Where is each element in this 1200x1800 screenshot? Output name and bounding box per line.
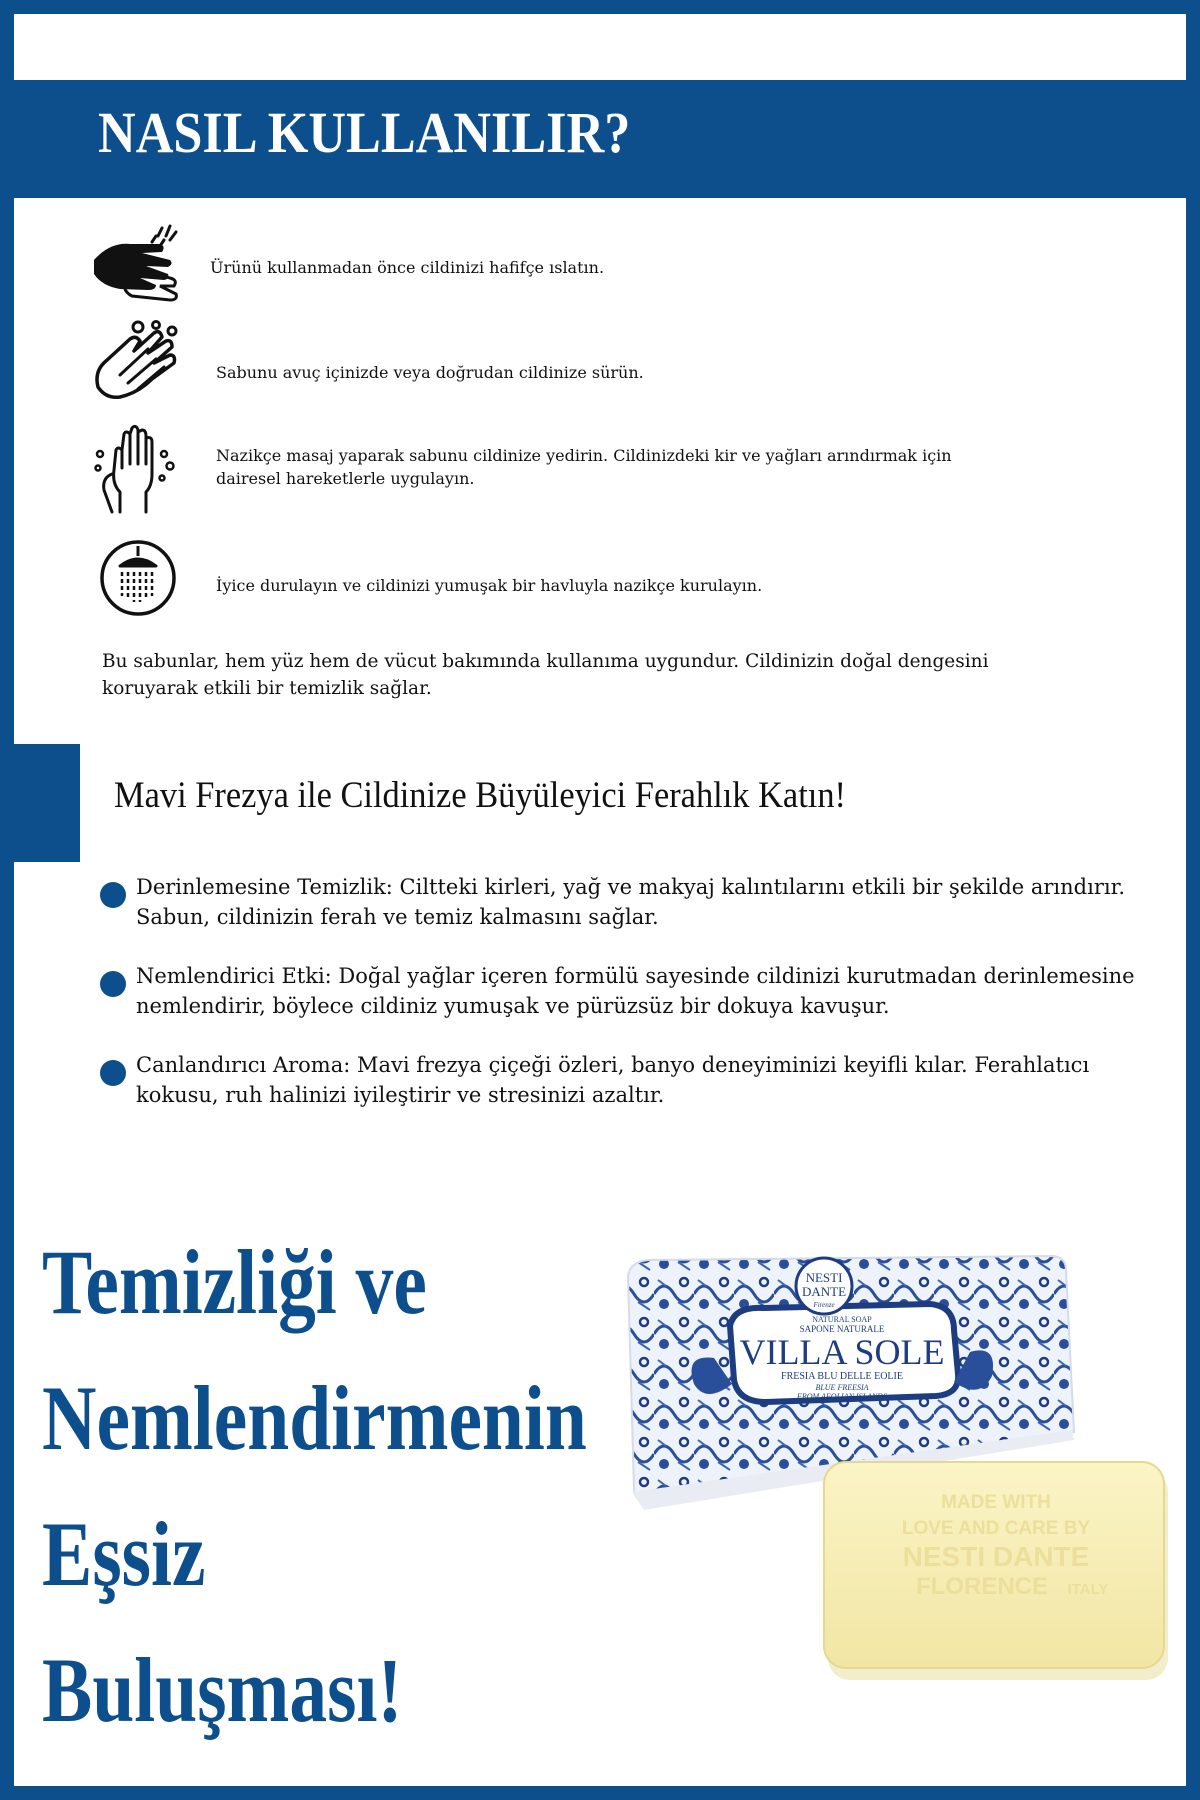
usage-step-3 xyxy=(74,424,1124,514)
page-title: NASIL KULLANILIR? xyxy=(98,100,631,165)
usage-step-2 xyxy=(74,319,1124,409)
product-image xyxy=(614,1234,1174,1694)
lather-hands-icon xyxy=(90,319,184,409)
soap-emboss-line: ITALY xyxy=(1067,1581,1109,1598)
product-variant-en: BLUE FREESIA xyxy=(815,1383,869,1392)
usage-step-text: İyice durulayın ve cildinizi yumuşak bir havluyla nazikçe kurulayın. xyxy=(216,576,763,595)
usage-step-text: Sabunu avuç içinizde veya doğrudan cildinize sürün. xyxy=(216,363,644,382)
tagline xyxy=(42,1214,587,1758)
wet-hands-icon xyxy=(90,222,184,312)
page-panel xyxy=(14,14,1186,1786)
product-line1: NATURAL SOAP xyxy=(812,1315,872,1324)
header-band xyxy=(14,80,1186,198)
section-subtitle: Mavi Frezya ile Cildinize Büyüleyici Ferahlık Katın! xyxy=(114,775,846,816)
brand-logo-line: Firenze xyxy=(813,1301,835,1309)
usage-step-text: Ürünü kullanmadan önce cildinizi hafifçe ıslatın. xyxy=(210,258,605,277)
product-name: VILLA SOLE xyxy=(739,1332,945,1372)
brand-logo-line: NESTI xyxy=(805,1270,843,1285)
product-variant-en: FROM AEOLIAN ISLANDS xyxy=(796,1392,888,1401)
shower-icon xyxy=(90,532,184,622)
bullet-dot-icon xyxy=(100,971,126,997)
tagline-line: Temizliği ve xyxy=(42,1231,427,1333)
bullet-dot-icon xyxy=(100,1060,126,1086)
tagline-line: Eşsiz xyxy=(42,1503,206,1605)
product-variant: FRESIA BLU DELLE EOLIE xyxy=(781,1371,903,1382)
soap-emboss-line: MADE WITH xyxy=(941,1492,1051,1513)
benefit-text: Nemlendirici Etki: Doğal yağlar içeren formülü sayesinde cildinizi kurutmadan derinlemesine nemlendirir, böylece cildiniz yumuşak ve pürüzsüz bir dokuya kavuşur. xyxy=(136,964,1135,1018)
soap-emboss-line: LOVE AND CARE BY xyxy=(901,1518,1091,1539)
usage-step-text: Nazikçe masaj yaparak sabunu cildinize yedirin. Cildinizdeki kir ve yağları arındırmak için dairesel hareketlerle uygulayın. xyxy=(216,446,952,488)
tagline-line: Buluşması! xyxy=(42,1639,403,1741)
soap-package-illustration xyxy=(614,1234,1174,1694)
side-accent-tab xyxy=(14,744,80,862)
bullet-dot-icon xyxy=(100,882,126,908)
intro-paragraph: Bu sabunlar, hem yüz hem de vücut bakımında kullanıma uygundur. Cildinizin doğal dengesini koruyarak etkili bir temizlik sağlar. xyxy=(102,651,989,699)
usage-step-1 xyxy=(74,222,1124,312)
massage-hands-icon xyxy=(90,424,184,514)
brand-logo-line: DANTE xyxy=(801,1284,847,1299)
benefit-text: Derinlemesine Temizlik: Ciltteki kirleri, yağ ve makyaj kalıntılarını etkili bir şekilde arındırır. Sabun, cildinizin ferah ve temiz kalmasını sağlar. xyxy=(136,875,1125,929)
soap-emboss-line: FLORENCE xyxy=(916,1573,1048,1600)
usage-step-4 xyxy=(74,532,1124,622)
product-line2: SAPONE NATURALE xyxy=(799,1324,885,1334)
soap-emboss-line: NESTI DANTE xyxy=(902,1541,1090,1572)
tagline-line: Nemlendirmenin xyxy=(42,1367,587,1469)
benefit-text: Canlandırıcı Aroma: Mavi frezya çiçeği özleri, banyo deneyiminizi keyifli kılar. Ferahlatıcı kokusu, ruh halinizi iyileştirir ve stresinizi azaltır. xyxy=(136,1053,1090,1107)
